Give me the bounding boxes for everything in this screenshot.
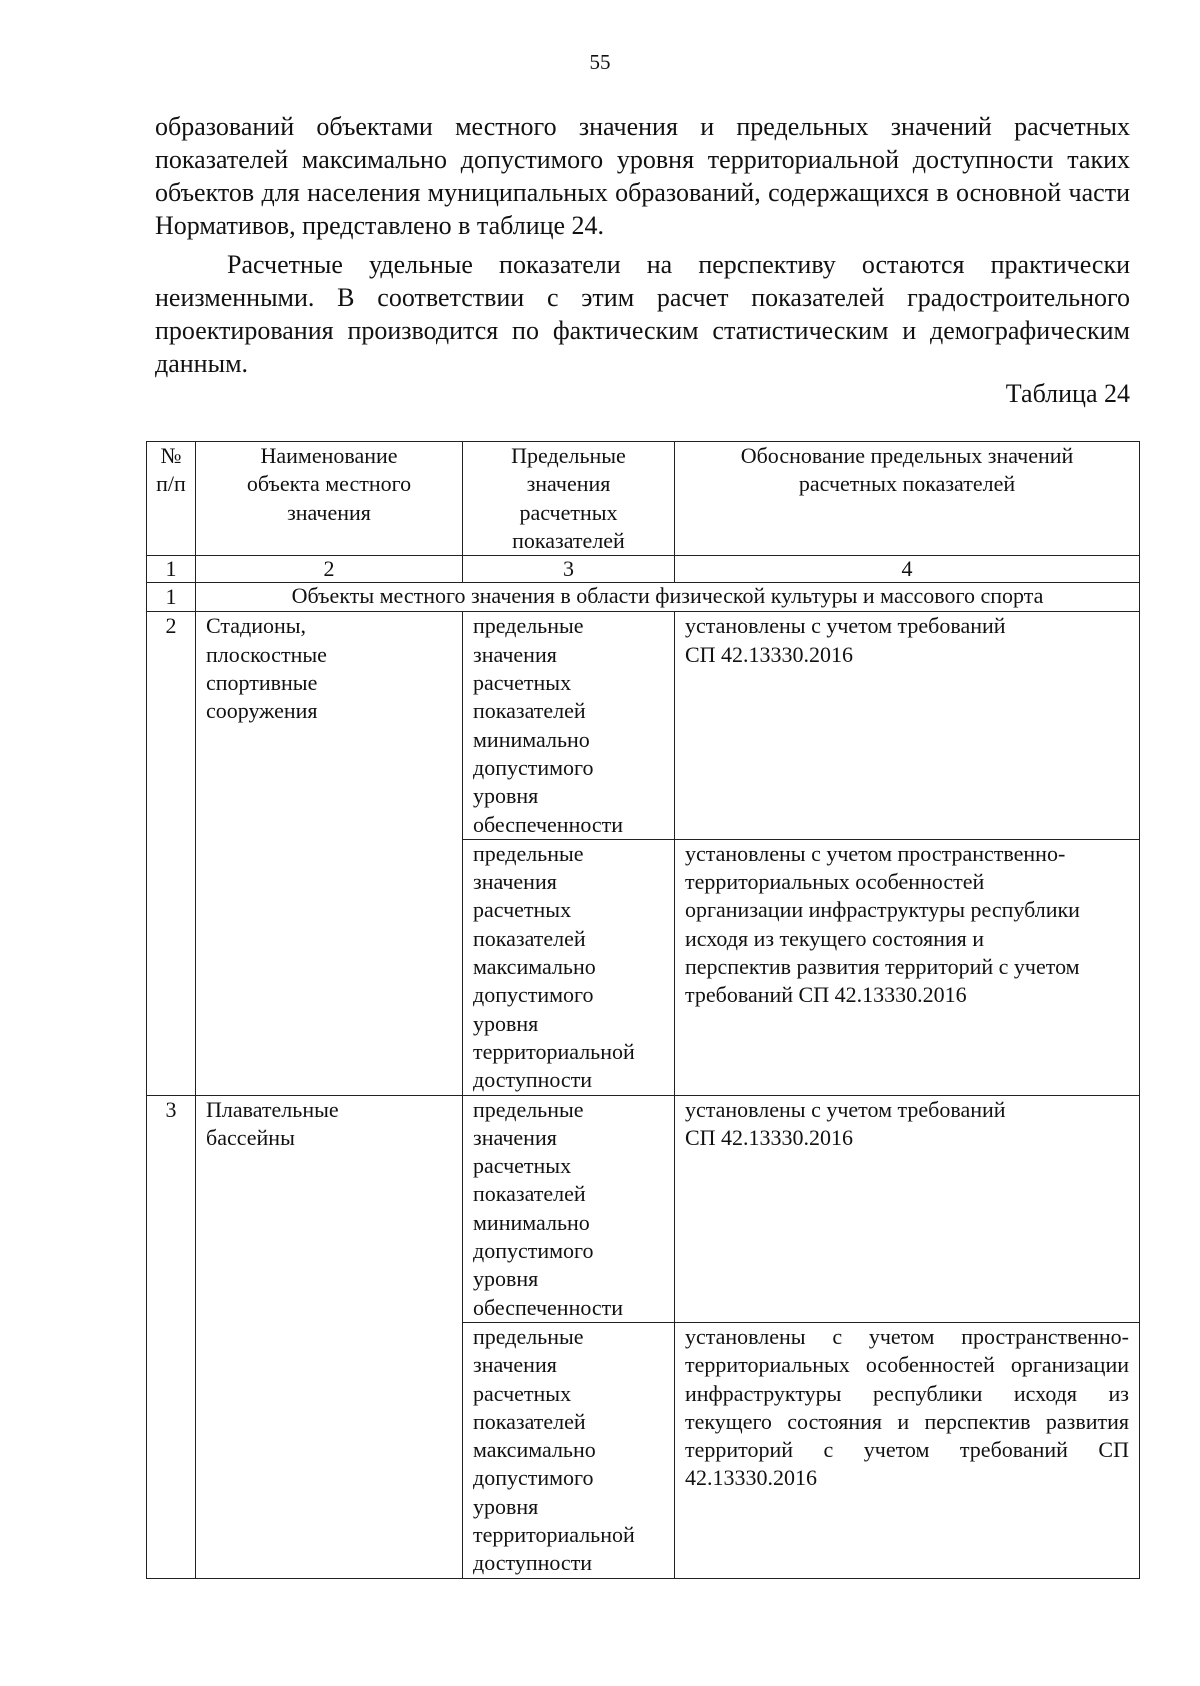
paragraph-indicators: Расчетные удельные показатели на перспективу остаются практически неизменными. В соответствии с этим расчет показателей градостроительного проектирования производится по фактическим статистическим и демографическим данным. bbox=[155, 250, 1130, 378]
justification-text: установлены с учетом требований СП 42.13330.2016 bbox=[675, 612, 1140, 839]
section-row bbox=[147, 583, 1140, 612]
header-justification: Обоснование предельных значений расчетных показателей bbox=[675, 442, 1140, 556]
column-number: 3 bbox=[463, 556, 675, 583]
column-number: 2 bbox=[196, 556, 463, 583]
section-num: 1 bbox=[147, 583, 196, 612]
table-row bbox=[147, 1095, 1140, 1322]
table-header-row bbox=[147, 442, 1140, 556]
column-number: 1 bbox=[147, 556, 196, 583]
header-limit-values: Предельные значения расчетных показателей bbox=[463, 442, 675, 556]
justification-text: установлены с учетом пространственно-территориальных особенностей организации инфраструктуры республики исходя из текущего состояния и перспектив развития территорий с учетом требований СП 42.13330.2016 bbox=[675, 1322, 1140, 1578]
row-num: 3 bbox=[147, 1095, 196, 1578]
paragraph-continuation: образований объектами местного значения и предельных значений расчетных показателей максимально допустимого уровня территориальной доступности таких объектов для населения муниципальных образований, содержащихся в основной части Нормативов, представлено в таблице 24. bbox=[155, 112, 1130, 240]
norms-table bbox=[146, 441, 1140, 1579]
column-number: 4 bbox=[675, 556, 1140, 583]
column-number-row bbox=[147, 556, 1140, 583]
limit-type: предельные значения расчетных показателей минимально допустимого уровня обеспеченности bbox=[463, 612, 675, 839]
limit-type: предельные значения расчетных показателей минимально допустимого уровня обеспеченности bbox=[463, 1095, 675, 1322]
limit-type: предельные значения расчетных показателей максимально допустимого уровня территориальной доступности bbox=[463, 839, 675, 1095]
page-number: 55 bbox=[589, 50, 611, 74]
justification-text: установлены с учетом требований СП 42.13330.2016 bbox=[675, 1095, 1140, 1322]
header-num: № п/п bbox=[147, 442, 196, 556]
header-object-name: Наименование объекта местного значения bbox=[196, 442, 463, 556]
table-caption: Таблица 24 bbox=[1005, 379, 1130, 408]
table-row bbox=[147, 612, 1140, 839]
section-title: Объекты местного значения в области физической культуры и массового спорта bbox=[196, 583, 1140, 612]
row-num: 2 bbox=[147, 612, 196, 1095]
justification-text: установлены с учетом пространственно- территориальных особенностей организации инфраструктуры республики исходя из текущего состояния и перспектив развития территорий с учетом требований СП 42.13330.2016 bbox=[675, 839, 1140, 1095]
limit-type: предельные значения расчетных показателей максимально допустимого уровня территориальной доступности bbox=[463, 1322, 675, 1578]
object-name: Стадионы, плоскостные спортивные сооружения bbox=[196, 612, 463, 1095]
object-name: Плавательные бассейны bbox=[196, 1095, 463, 1578]
